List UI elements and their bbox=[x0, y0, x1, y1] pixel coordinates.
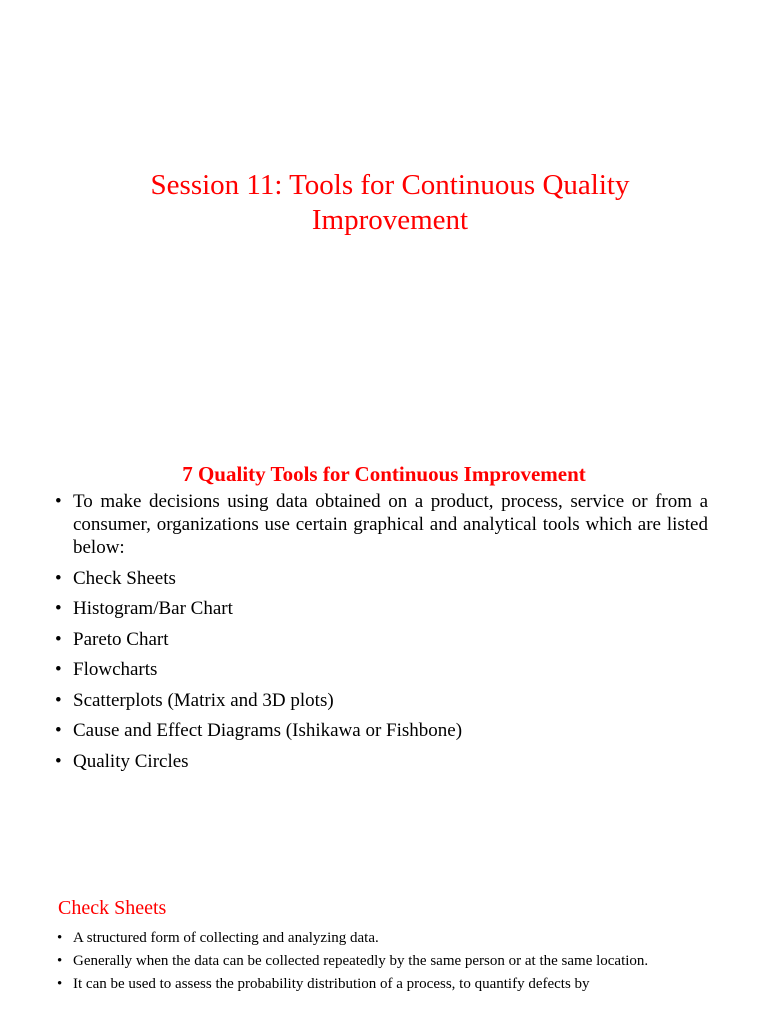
bullet-icon: • bbox=[55, 567, 62, 589]
list-item-text: Generally when the data can be collected repeatedly by the same person or at the same location. bbox=[73, 953, 649, 969]
session-title-line-2: Improvement bbox=[311, 204, 469, 236]
list-item bbox=[55, 750, 708, 773]
check-sheets-slide bbox=[0, 880, 768, 1024]
list-item-text: Pareto Chart bbox=[73, 628, 169, 650]
quality-tools-heading: 7 Quality Tools for Continuous Improvement bbox=[182, 462, 586, 486]
list-item bbox=[57, 930, 727, 946]
list-item-text: To make decisions using data obtained on a product, process, service or from a consumer, organizations use certain graphical and analytical tools which are listed below: bbox=[73, 491, 708, 558]
bullet-icon: • bbox=[57, 953, 63, 969]
session-title bbox=[60, 168, 720, 238]
list-item bbox=[57, 953, 727, 969]
check-sheets-list bbox=[57, 930, 727, 999]
quality-tools-slide bbox=[0, 440, 768, 870]
list-item-text: Histogram/Bar Chart bbox=[73, 598, 233, 619]
bullet-icon: • bbox=[55, 720, 62, 741]
list-item-text: Cause and Effect Diagrams (Ishikawa or Fishbone) bbox=[73, 720, 463, 741]
list-item bbox=[55, 658, 708, 681]
list-item bbox=[55, 490, 708, 559]
list-item-text: A structured form of collecting and analyzing data. bbox=[73, 930, 379, 946]
bullet-icon: • bbox=[55, 598, 62, 619]
bullet-icon: • bbox=[55, 750, 62, 772]
check-sheets-heading: Check Sheets bbox=[58, 897, 167, 919]
bullet-icon: • bbox=[55, 628, 62, 650]
list-item-text: Scatterplots (Matrix and 3D plots) bbox=[73, 689, 334, 711]
session-title-line-1: Session 11: Tools for Continuous Quality bbox=[150, 169, 630, 201]
bullet-icon: • bbox=[55, 491, 62, 512]
bullet-icon: • bbox=[57, 930, 63, 946]
list-item bbox=[55, 689, 708, 712]
bullet-icon: • bbox=[55, 689, 62, 711]
quality-tools-list bbox=[55, 490, 708, 780]
list-item-text: Flowcharts bbox=[73, 659, 158, 680]
list-item bbox=[55, 719, 708, 742]
list-item bbox=[55, 597, 708, 620]
list-item bbox=[55, 567, 708, 590]
list-item bbox=[57, 976, 727, 992]
bullet-icon: • bbox=[57, 976, 63, 992]
list-item bbox=[55, 628, 708, 651]
list-item-text: It can be used to assess the probability distribution of a process, to quantify defects by bbox=[73, 976, 590, 992]
title-slide bbox=[0, 0, 768, 420]
list-item-text: Check Sheets bbox=[73, 567, 176, 589]
list-item-text: Quality Circles bbox=[73, 750, 189, 772]
bullet-icon: • bbox=[55, 659, 62, 680]
